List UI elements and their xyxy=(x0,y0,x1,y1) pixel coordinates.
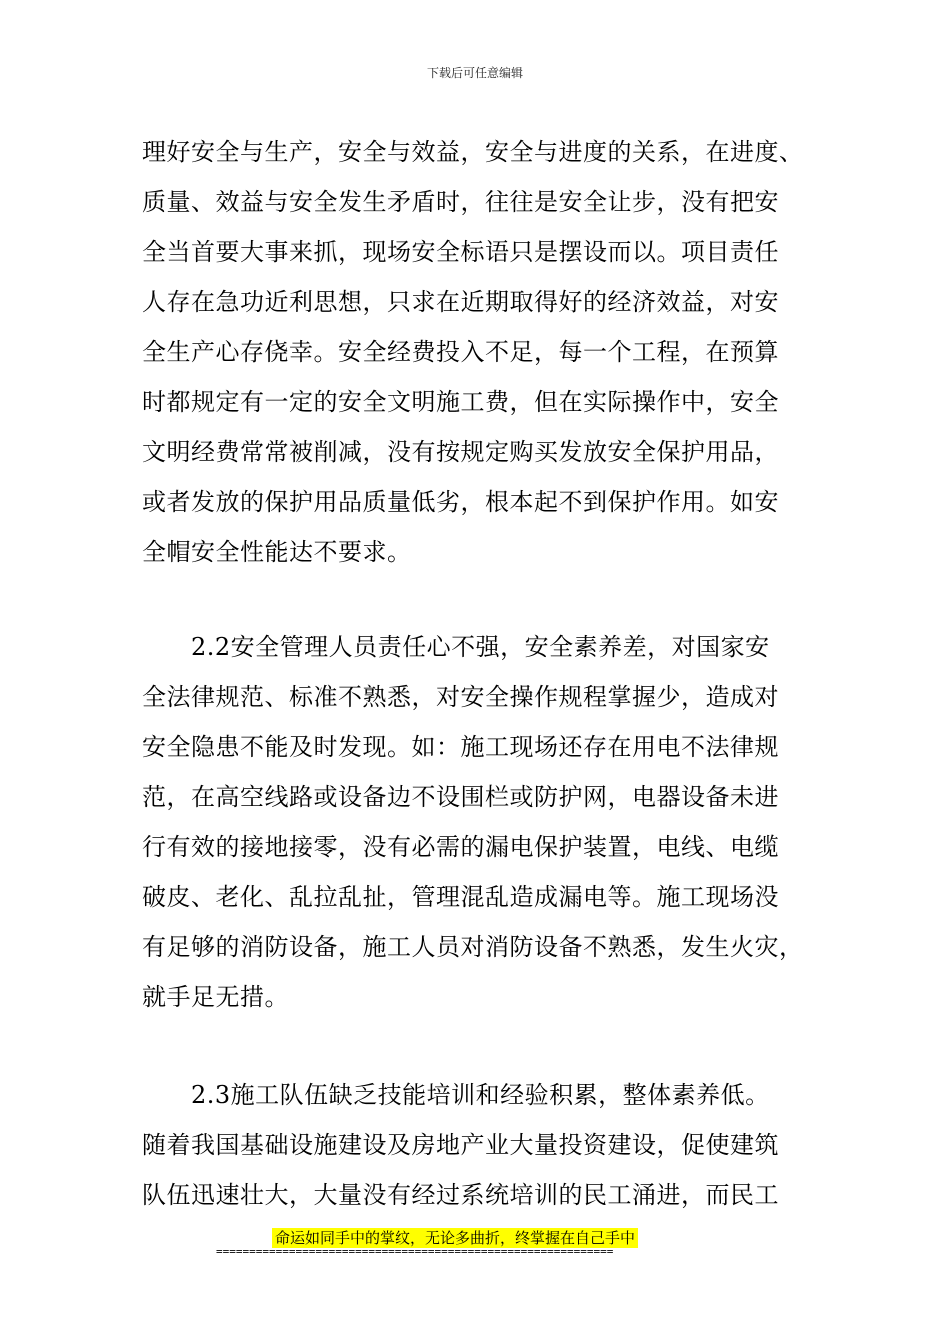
text-line: 破皮、老化、乱拉乱扯，管理混乱造成漏电等。施工现场没 xyxy=(142,883,779,911)
text-line: 行有效的接地接零，没有必需的漏电保护装置，电线、电缆 xyxy=(142,833,779,861)
text-line: 文明经费常常被削减，没有按规定购买发放安全保护用品， xyxy=(142,438,779,466)
text-line: 队伍迅速壮大，大量没有经过系统培训的民工涌进，而民工 xyxy=(142,1181,779,1209)
text-line: 全当首要大事来抓，现场安全标语只是摆设而以。项目责任 xyxy=(142,238,779,266)
text-line: 范，在高空线路或设备边不设围栏或防护网，电器设备未进 xyxy=(142,783,779,811)
text-line: 理好安全与生产，安全与效益，安全与进度的关系，在进度、 xyxy=(142,138,804,166)
text-line: 2.2安全管理人员责任心不强，安全素养差，对国家安 xyxy=(191,633,770,661)
paragraph-1 xyxy=(142,127,832,577)
text-line: 全法律规范、标准不熟悉，对安全操作规程掌握少，造成对 xyxy=(142,683,779,711)
text-line: 质量、效益与安全发生矛盾时，往往是安全让步，没有把安 xyxy=(142,188,779,216)
text-line: 时都规定有一定的安全文明施工费，但在实际操作中，安全 xyxy=(142,388,779,416)
paragraph-3 xyxy=(142,1070,832,1220)
text-line: 就手足无措。 xyxy=(142,983,289,1011)
text-line: 全生产心存侥幸。安全经费投入不足，每一个工程，在预算 xyxy=(142,338,779,366)
text-line: 2.3施工队伍缺乏技能培训和经验积累，整体素养低。 xyxy=(191,1081,770,1109)
text-line: 有足够的消防设备，施工人员对消防设备不熟悉，发生火灾， xyxy=(142,933,804,961)
text-line: 随着我国基础设施建设及房地产业大量投资建设，促使建筑 xyxy=(142,1131,779,1159)
text-line: 或者发放的保护用品质量低劣，根本起不到保护作用。如安 xyxy=(142,488,779,516)
text-line: 全帽安全性能达不要求。 xyxy=(142,538,412,566)
text-line: 安全隐患不能及时发现。如：施工现场还存在用电不法律规 xyxy=(142,733,779,761)
footer-motto: 命运如同手中的掌纹，无论多曲折，终掌握在自己手中 xyxy=(272,1228,638,1248)
header-note: 下载后可任意编辑 xyxy=(426,66,523,80)
footer-rule: ============================================================ xyxy=(216,1245,614,1258)
text-line: 人存在急功近利思想，只求在近期取得好的经济效益，对安 xyxy=(142,288,779,316)
paragraph-2 xyxy=(142,622,832,1022)
